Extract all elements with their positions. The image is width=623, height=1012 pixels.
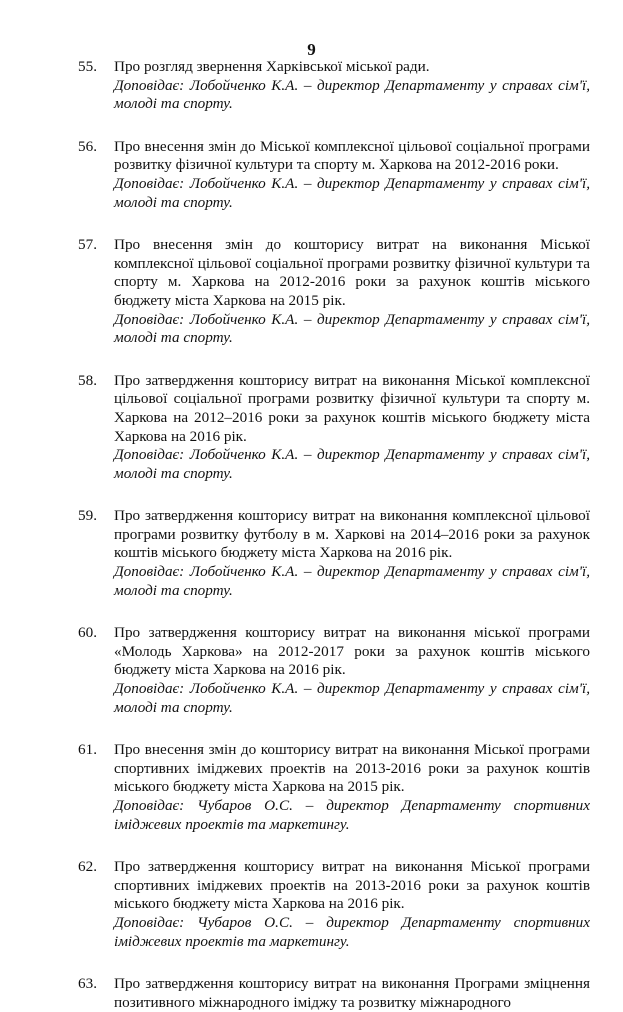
item-number: 63. — [78, 975, 97, 993]
item-title: Про затвердження кошторису витрат на виконання комплексної цільової програми розвитку футболу в м. Харкові на 2014–2016 роки за рахунок коштів міського бюджету міста Харкова на 2016 рік. — [114, 507, 590, 562]
item-number: 55. — [78, 58, 97, 75]
agenda-item-62 — [78, 858, 590, 951]
agenda-item-63 — [78, 975, 590, 1012]
agenda-item-60 — [78, 624, 590, 717]
item-speaker: Доповідає: Лобойченко К.А. – директор Департаменту у справах сім'ї, молоді та спорту. — [114, 563, 590, 599]
item-speaker: Доповідає: Лобойченко К.А. – директор Департаменту у справах сім'ї, молоді та спорту. — [114, 174, 590, 211]
item-title: Про затвердження кошторису витрат на виконання Міської комплексної цільової соціальної програми розвитку фізичної культури та спорту м. Харкова на 2012–2016 роки за рахунок коштів міського бюджету міста Харкова на 2016 рік. — [114, 371, 590, 445]
item-title: Про затвердження кошторису витрат на виконання Програми зміцнення позитивного міжнародного іміджу та розвитку міжнародного — [114, 975, 590, 1011]
agenda-item-56 — [78, 138, 590, 212]
item-speaker: Доповідає: Лобойченко К.А. – директор Департаменту у справах сім'ї, молоді та спорту. — [114, 680, 590, 716]
item-number: 56. — [78, 137, 97, 155]
item-number: 61. — [78, 741, 97, 759]
item-number: 57. — [78, 236, 97, 254]
agenda-item-61 — [78, 741, 590, 834]
agenda-item-57 — [78, 236, 590, 348]
item-speaker: Доповідає: Чубаров О.С. – директор Департаменту спортивних іміджевих проектів та маркетингу. — [114, 797, 590, 833]
agenda-list — [78, 58, 590, 1012]
item-speaker: Доповідає: Чубаров О.С. – директор Департаменту спортивних іміджевих проектів та маркетингу. — [114, 913, 590, 950]
item-speaker: Доповідає: Лобойченко К.А. – директор Департаменту у справах сім'ї, молоді та спорту. — [114, 446, 590, 482]
agenda-item-58 — [78, 372, 590, 484]
item-title: Про внесення змін до Міської комплексної цільової соціальної програми розвитку фізичної культури та спорту м. Харкова на 2012-2016 роки. — [114, 137, 590, 174]
item-title: Про затвердження кошторису витрат на виконання міської програми «Молодь Харкова» на 2012-2017 роки за рахунок коштів міського бюджету міста Харкова на 2016 рік. — [114, 624, 590, 679]
item-title: Про розгляд звернення Харківської міської ради. — [114, 58, 430, 75]
item-number: 59. — [78, 507, 97, 525]
item-speaker: Доповідає: Лобойченко К.А. – директор Департаменту у справах сім'ї, молоді та спорту. — [114, 310, 590, 347]
item-number: 60. — [78, 624, 97, 642]
item-title: Про внесення змін до кошторису витрат на виконання Міської програми спортивних іміджевих проектів на 2013-2016 роки за рахунок коштів міського бюджету міста Харкова на 2015 рік. — [114, 741, 590, 796]
item-title: Про затвердження кошторису витрат на виконання Міської програми спортивних іміджевих проектів на 2013-2016 роки за рахунок коштів міського бюджету міста Харкова на 2016 рік. — [114, 858, 590, 913]
item-number: 58. — [78, 371, 97, 389]
agenda-item-55 — [78, 58, 590, 114]
page-number: 9 — [307, 40, 316, 59]
item-speaker: Доповідає: Лобойченко К.А. – директор Департаменту у справах сім'ї, молоді та спорту. — [114, 76, 590, 113]
item-title: Про внесення змін до кошторису витрат на виконання Міської комплексної цільової соціальної програми розвитку фізичної культури та спорту м. Харкова на 2012-2016 роки за рахунок коштів міського бюджету міста Харкова на 2015 рік. — [114, 236, 590, 309]
agenda-item-59 — [78, 507, 590, 600]
item-number: 62. — [78, 858, 97, 876]
